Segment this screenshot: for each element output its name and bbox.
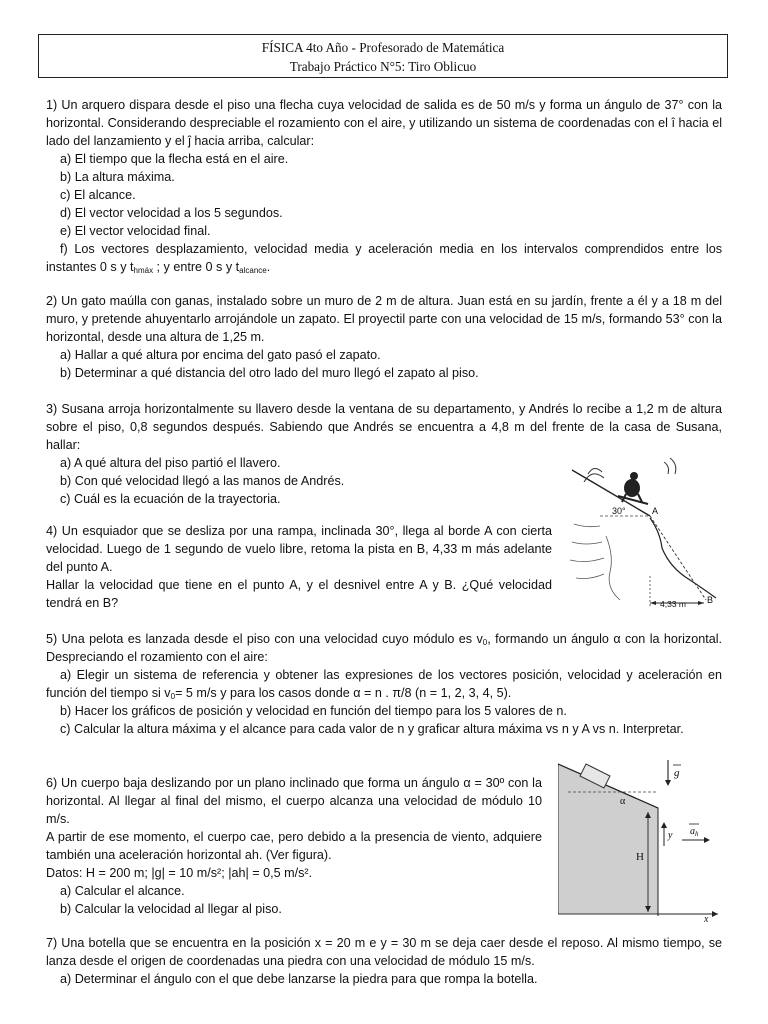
problem-1-b: b) La altura máxima. [60,170,175,184]
problem-4 [46,522,552,612]
problem-1 [46,96,722,276]
problem-7-intro: 7) Una botella que se encuentra en la posición x = 20 m e y = 30 m se deja caer desde el reposo. Al mismo tiempo, se lanza desde el origen de coordenadas una piedra con una velocidad de módulo 15 m/s. [46,936,722,968]
x-axis-label: x [704,914,709,924]
g-label: g [674,767,680,779]
problem-5-c: c) Calcular la altura máxima y el alcance para cada valor de n y graficar altura máxima vs n y A vs n. Interpretar. [60,722,684,736]
point-b-label: B [707,595,714,605]
skier-angle-label: 30° [612,506,626,516]
problem-1-e: e) El vector velocidad final. [60,224,211,238]
page-title: FÍSICA 4to Año - Profesorado de Matemática [261,40,505,55]
problem-3-a: a) A qué altura del piso partió el llavero. [60,456,281,470]
problem-1-f: f) Los vectores desplazamiento, velocidad media y aceleración media en los intervalos comprendidos entre los instantes 0 s y $t_{hmáx}$ ; y entre 0 s y $t_{alcance}$. [46,242,722,275]
problem-7 [46,934,722,988]
problem-4-question: Hallar la velocidad que tiene en el punto A, y el desnivel entre A y B. ¿Qué velocidad tendrá en B? [46,578,552,610]
problem-5-a: a) Elegir un sistema de referencia y obtener las expresiones de los vectores posición, velocidad y aceleración en función del tiempo si $v_0= 5$ m/s y para los casos donde α = n . π/8 (n = 1, 2, 3, 4, 5). [46,668,722,701]
document-header [38,34,728,78]
skier-distance-label: 4,33 m [660,599,686,609]
page-subtitle: Trabajo Práctico N°5: Tiro Oblicuo [289,59,477,74]
problem-6 [46,774,542,918]
problem-2-b: b) Determinar a qué distancia del otro lado del muro llegó el zapato al piso. [60,366,479,380]
problem-1-a: a) El tiempo que la flecha está en el aire. [60,152,289,166]
problem-5-b: b) Hacer los gráficos de posición y velocidad en función del tiempo para los 5 valores de n. [60,704,567,718]
problem-6-text2: A partir de ese momento, el cuerpo cae, pero debido a la presencia de viento, adquiere también una aceleración horizontal ah. (Ver figura). [46,830,542,862]
problem-2 [46,292,722,382]
h-label: H [636,851,644,863]
problem-7-a: a) Determinar el ángulo con el que debe lanzarse la piedra para que rompa la botella. [60,972,538,986]
problem-3-intro: 3) Susana arroja horizontalmente su llavero desde la ventana de su departamento, y Andrés lo recibe a 1,2 m de altura sobre el piso, 0,8 segundos después. Sabiendo que Andrés se encuentra a 4,8 m del frente de la casa de Susana, hallar: [46,402,722,452]
problem-6-b: b) Calcular la velocidad al llegar al piso. [60,902,282,916]
problem-5-intro: 5) Una pelota es lanzada desde el piso con una velocidad cuyo módulo es $v_0$, formando un ángulo α con la horizontal. Despreciando el rozamiento con el aire: [46,632,723,664]
problem-1-intro: 1) Un arquero dispara desde el piso una flecha cuya velocidad de salida es de 50 m/s y forma un ángulo de 37° con la horizontal. Considerando despreciable el rozamiento con el aire, y utilizando un sistema de coordenadas con el î hacia el lado del lanzamiento y el ĵ hacia arriba, calcular: [46,98,722,148]
problem-6-intro: 6) Un cuerpo baja deslizando por un plano inclinado que forma un ángulo α = 30º con la horizontal. Al llegar al final del mismo, el cuerpo alcanza una velocidad de módulo 10 m/s. [46,776,542,826]
skier-figure [566,456,726,620]
incline-figure [558,756,728,924]
problem-3-b: b) Con qué velocidad llegó a las manos de Andrés. [60,474,345,488]
problem-2-intro: 2) Un gato maúlla con ganas, instalado sobre un muro de 2 m de altura. Juan está en su jardín, frente a él y a 18 m del muro, y pretende ahuyentarlo arrojándole un zapato. El proyectil parte con una velocidad de 15 m/s, formando 53° con la horizontal, desde una altura de 1,25 m. [46,294,722,344]
problem-6-a: a) Calcular el alcance. [60,884,185,898]
y-axis-label: y [668,830,673,841]
point-a-label: A [652,506,659,516]
problem-1-d: d) El vector velocidad a los 5 segundos. [60,206,283,220]
problem-1-c: c) El alcance. [60,188,136,202]
problem-3-c: c) Cuál es la ecuación de la trayectoria. [60,492,281,506]
problem-6-datos: Datos: H = 200 m; |g| = 10 m/s²; |ah| = 0,5 m/s². [46,866,313,880]
alpha-label: α [620,796,626,807]
problem-4-intro: 4) Un esquiador que se desliza por una rampa, inclinada 30°, llega al borde A con cierta velocidad. Luego de 1 segundo de vuelo libre, retoma la pista en B, 4,33 m más adelante del punto A. [46,524,552,574]
ah-label: $a_h$ [690,826,699,838]
problem-5 [46,630,722,738]
skier-silhouette [618,472,648,504]
problem-2-a: a) Hallar a qué altura por encima del gato pasó el zapato. [60,348,381,362]
